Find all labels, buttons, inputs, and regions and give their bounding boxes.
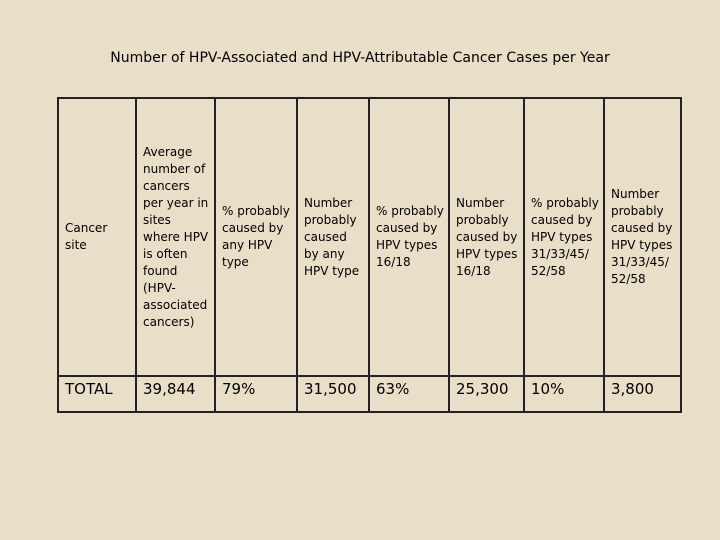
total-pct-any-hpv: 79% — [215, 376, 297, 412]
total-label: TOTAL — [58, 376, 136, 412]
table-header-row — [58, 98, 681, 376]
header-pct-any-hpv: % probably caused by any HPV type — [215, 98, 297, 376]
table-row-total — [58, 376, 681, 412]
total-pct-31-33-45-52-58: 10% — [524, 376, 604, 412]
total-average-cancers: 39,844 — [136, 376, 215, 412]
slide-title: Number of HPV-Associated and HPV-Attributable Cancer Cases per Year — [110, 50, 610, 66]
header-average-cancers: Average number of cancers per year in sites where HPV is often found (HPV-associated cancers) — [136, 98, 215, 376]
header-pct-31-33-45-52-58: % probably caused by HPV types 31/33/45/ 52/58 — [524, 98, 604, 376]
total-number-31-33-45-52-58: 3,800 — [604, 376, 681, 412]
header-cancer-site: Cancer site — [58, 98, 136, 376]
total-pct-16-18: 63% — [369, 376, 449, 412]
total-number-any-hpv: 31,500 — [297, 376, 369, 412]
header-number-16-18: Number probably caused by HPV types 16/18 — [449, 98, 524, 376]
total-number-16-18: 25,300 — [449, 376, 524, 412]
header-pct-16-18: % probably caused by HPV types 16/18 — [369, 98, 449, 376]
header-number-any-hpv: Number probably caused by any HPV type — [297, 98, 369, 376]
header-number-31-33-45-52-58: Number probably caused by HPV types 31/33/45/ 52/58 — [604, 98, 681, 376]
hpv-cancer-table — [57, 97, 682, 413]
